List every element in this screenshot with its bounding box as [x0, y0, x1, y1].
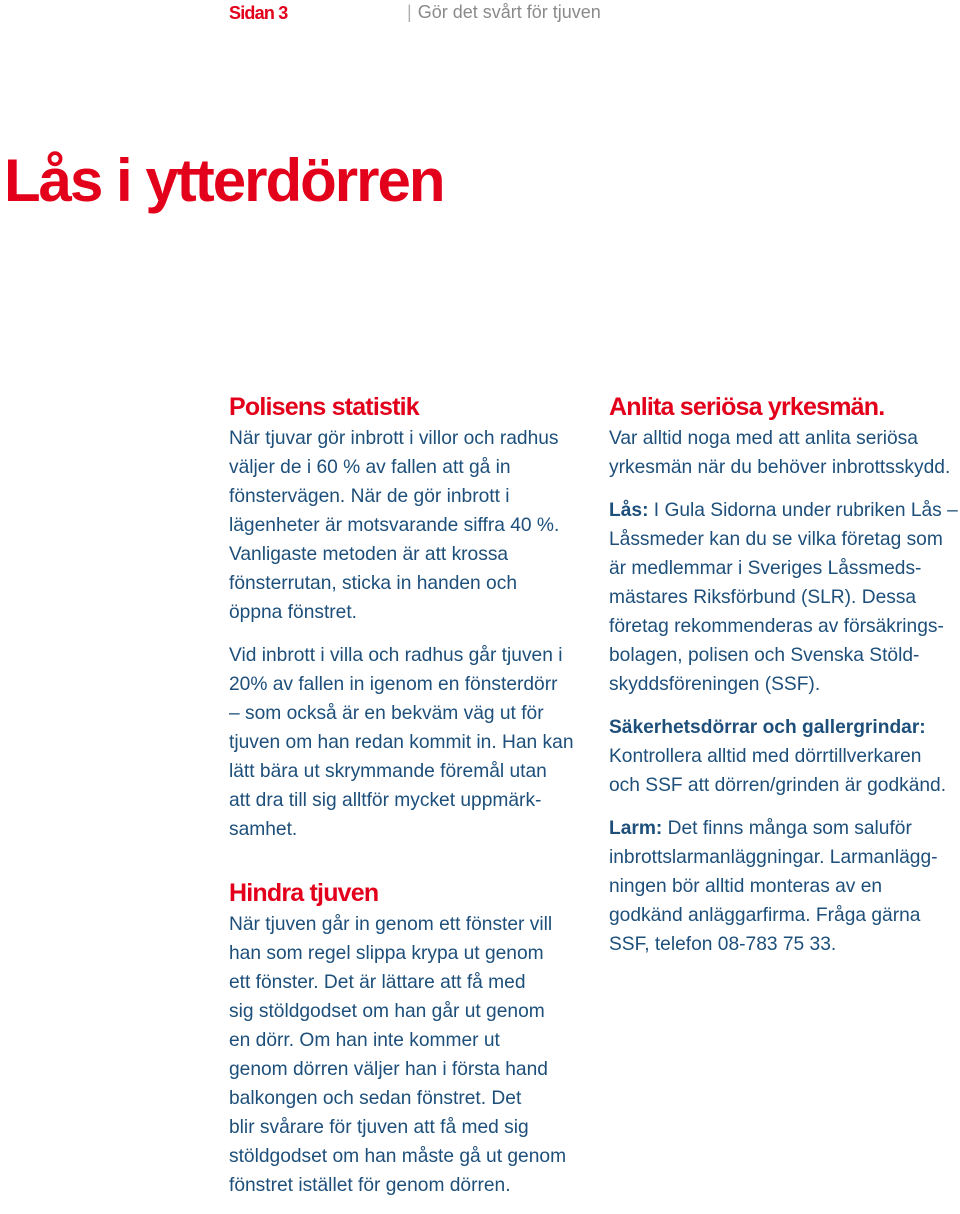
page-title: Lås i ytterdörren	[4, 147, 444, 214]
block-larm	[609, 814, 959, 959]
block-text-las: I Gula Sidorna under rubriken Lås – Låssmeder kan du se vilka företag som är medlemmar i Sveriges Låssmeds- mästares Riksförbund (SLR). Dessa företag rekommenderas av försäkrings- bolagen, polisen och Svenska Stöld- skyddsföreningen (SSF).	[609, 500, 958, 695]
page-header	[229, 2, 601, 24]
page-number-label: Sidan 3	[229, 2, 288, 23]
spacer	[229, 858, 579, 876]
paragraph-statistik-2: Vid inbrott i villa och radhus går tjuven i 20% av fallen in igenom en fönsterdörr – som också är en bekväm väg ut för tjuven om han redan kommit in. Han kan lätt bära ut skrymmande föremål utan att dra till sig alltför mycket uppmärk- samhet.	[229, 645, 574, 840]
block-text-sakerhetsdorrar: Kontrollera alltid med dörrtillverkaren och SSF att dörren/grinden är godkänd.	[609, 746, 947, 796]
paragraph-anlita-intro: Var alltid noga med att anlita seriösa yrkesmän när du behöver inbrottsskydd.	[609, 428, 951, 478]
left-column	[229, 390, 579, 1214]
block-lead-sakerhetsdorrar: Säkerhetsdörrar och gallergrindar:	[609, 717, 926, 738]
block-las	[609, 496, 959, 699]
section-heading-anlita: Anlita seriösa yrkesmän.	[609, 393, 885, 421]
paragraph-statistik-1: När tjuvar gör inbrott i villor och radhus väljer de i 60 % av fallen att gå in fönstervägen. När de gör inbrott i lägenheter är motsvarande siffra 40 %. Vanligaste metoden är att krossa fönsterrutan, sticka in handen och öppna fönstret.	[229, 428, 560, 623]
block-text-larm: Det finns många som saluför inbrottslarmanläggningar. Larmanlägg- ningen bör alltid monteras av en godkänd anläggarfirma. Fråga gärna SSF, telefon 08-783 75 33.	[609, 818, 938, 955]
block-lead-las: Lås:	[609, 500, 649, 521]
right-column	[609, 390, 959, 973]
paragraph-hindra-tjuven: När tjuven går in genom ett fönster vill han som regel slippa krypa ut genom ett fönster. Det är lättare att få med sig stöldgodset om han går ut genom en dörr. Om han inte kommer ut genom dörren väljer han i första hand balkongen och sedan fönstret. Det blir svårare för tjuven att få med sig stöldgodset om han måste gå ut genom fönstret istället för genom dörren.	[229, 914, 567, 1196]
running-title	[407, 2, 601, 23]
section-heading-polisens-statistik: Polisens statistik	[229, 393, 419, 421]
block-lead-larm: Larm:	[609, 818, 663, 839]
block-sakerhetsdorrar	[609, 713, 959, 800]
running-title-text: Gör det svårt för tjuven	[417, 2, 601, 22]
section-heading-hindra-tjuven: Hindra tjuven	[229, 879, 379, 907]
header-separator: |	[407, 2, 412, 22]
